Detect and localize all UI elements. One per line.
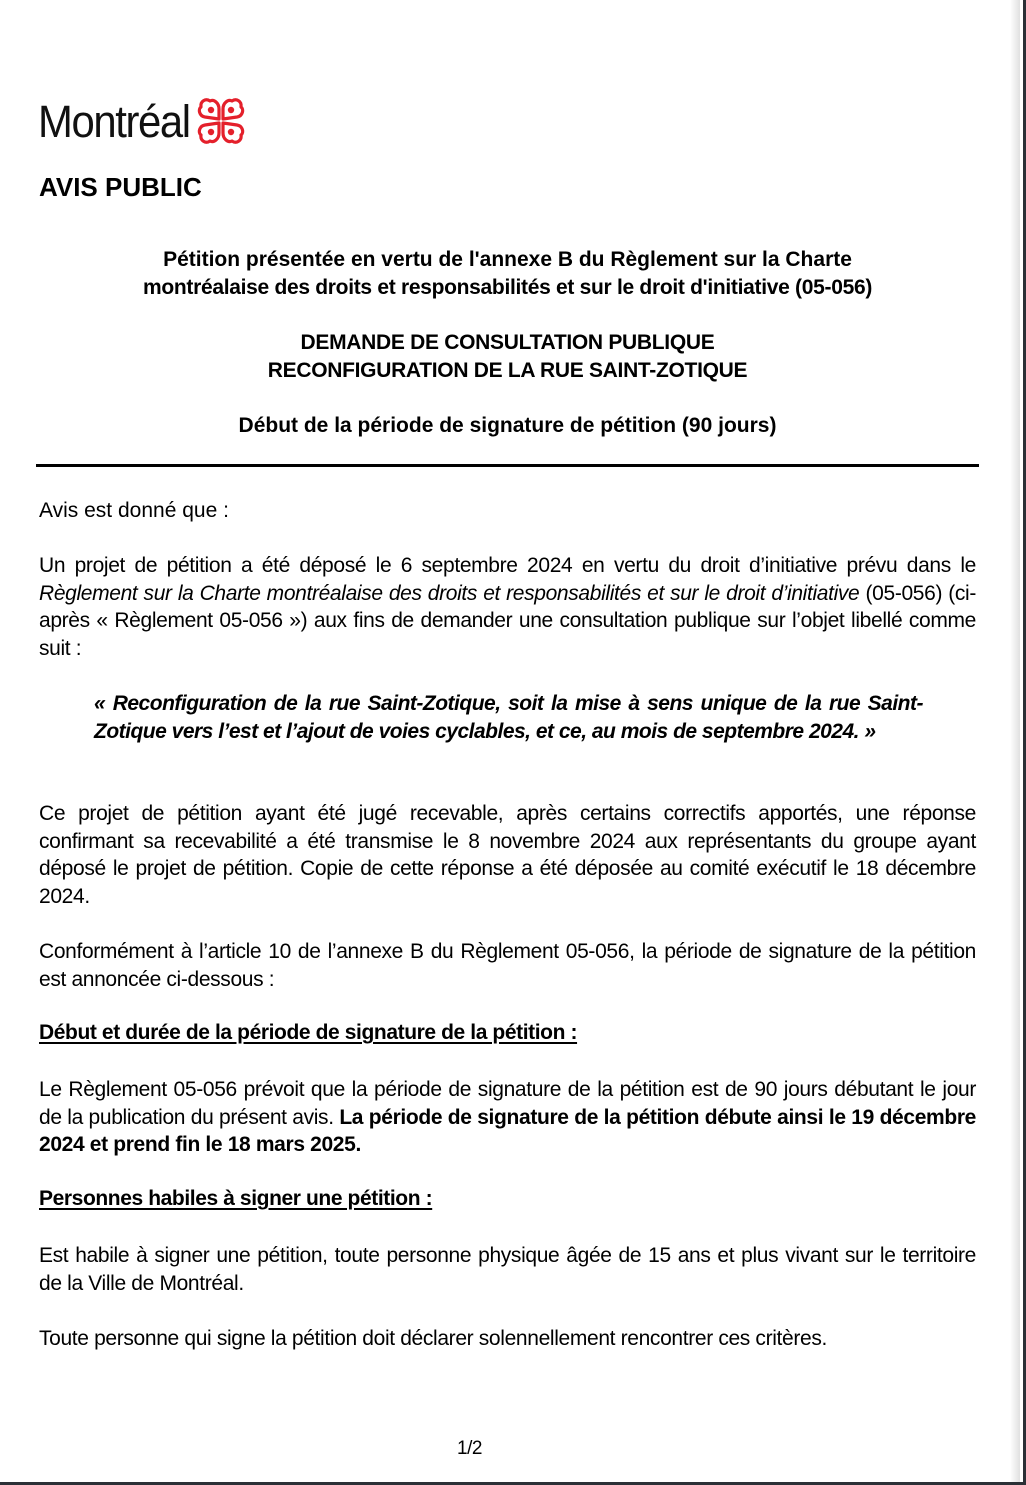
regulation-title-italic: Règlement sur la Charte montréalaise des droits et responsabilités et sur le droit d’initiative	[39, 581, 860, 605]
paragraph-4	[39, 1076, 976, 1159]
montreal-logo	[38, 92, 247, 150]
petition-object-quote: « Reconfiguration de la rue Saint-Zotique, soit la mise à sens unique de la rue Saint-Zotique vers l’est et l’ajout de voies cyclables, et ce, au mois de septembre 2024. »	[94, 692, 923, 743]
paragraph-6: Toute personne qui signe la pétition doit déclarer solennellement rencontrer ces critères.	[39, 1327, 827, 1350]
paragraph-1	[39, 552, 976, 662]
document-title	[39, 329, 976, 385]
montreal-rosette-icon	[195, 95, 247, 147]
page-shadow	[1010, 0, 1020, 1482]
horizontal-rule	[36, 464, 979, 467]
paragraph-2: Ce projet de pétition ayant été jugé recevable, après certains correctifs apportés, une réponse confirmant sa recevabilité a été transmise le 8 novembre 2024 aux représentants du groupe ayant déposé le projet de pétition. Copie de cette réponse a été déposée au comité exécutif le 18 décembre 2024.	[39, 802, 976, 908]
signature-period-dates: La période de signature de la pétition débute ainsi le 19 décembre 2024 et prend fin le 18 mars 2025.	[39, 1105, 976, 1156]
intro-paragraph: Avis est donné que :	[39, 499, 229, 522]
paragraph-4-text: Le Règlement 05-056 prévoit que la période de signature de la pétition est de 90 jours débutant le jour de la publication du présent avis.	[39, 1078, 976, 1129]
paragraph-1-text-b: (05-056) (ci-après « Règlement 05-056 ») aux fins de demander une consultation publique sur l’objet libellé comme suit :	[39, 581, 977, 660]
period-title: Début de la période de signature de pétition (90 jours)	[238, 414, 777, 437]
page-number: 1/2	[457, 1438, 482, 1459]
petition-subtitle	[39, 246, 976, 302]
title-line-1: DEMANDE DE CONSULTATION PUBLIQUE	[300, 331, 715, 354]
subtitle-line-1: Pétition présentée en vertu de l'annexe B du Règlement sur la Charte	[163, 248, 852, 271]
title-line-2: RECONFIGURATION DE LA RUE SAINT-ZOTIQUE	[267, 359, 748, 382]
section-heading-eligibility: Personnes habiles à signer une pétition :	[39, 1187, 433, 1210]
section-heading-period: Début et durée de la période de signature de la pétition :	[39, 1021, 578, 1044]
notice-type-heading: AVIS PUBLIC	[39, 172, 202, 202]
subtitle-line-2: montréalaise des droits et responsabilités et sur le droit d'initiative (05-056)	[142, 276, 873, 299]
paragraph-3: Conformément à l’article 10 de l’annexe B du Règlement 05-056, la période de signature de la pétition est annoncée ci-dessous :	[39, 940, 976, 991]
logo-wordmark: Montréal	[38, 95, 190, 147]
paragraph-1-text-a: Un projet de pétition a été déposé le 6 septembre 2024 en vertu du droit d’initiative prévu dans le	[39, 554, 976, 577]
paragraph-5: Est habile à signer une pétition, toute personne physique âgée de 15 ans et plus vivant sur le territoire de la Ville de Montréal.	[39, 1244, 976, 1295]
